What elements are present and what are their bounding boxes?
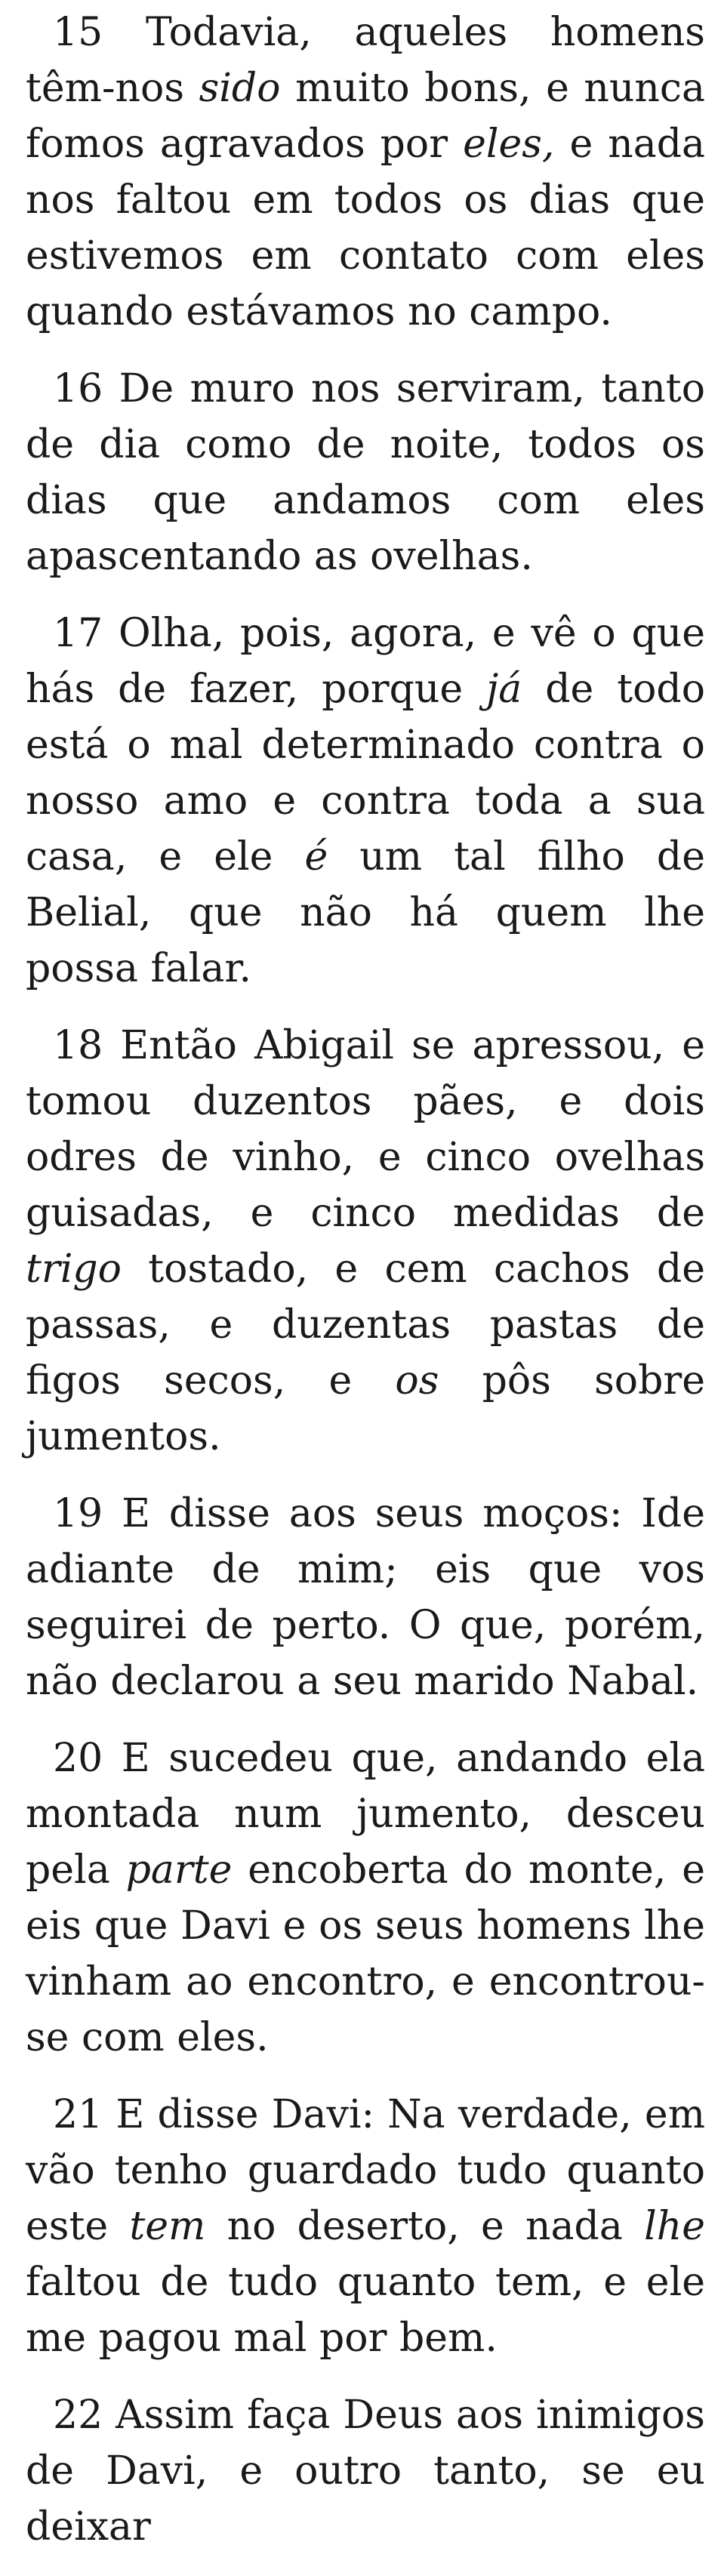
verse-number: 15 [53,10,103,55]
verse-17 [26,605,705,997]
verse-text: Então Abigail se apressou, e tomou duzentos pães, e dois odres de vinho, e cinco ovelhas guisadas, e cinco medidas de [26,1023,705,1236]
italic-supplied-word: trigo [26,1246,122,1292]
italic-supplied-word: tem [129,2204,206,2249]
verse-18 [26,1018,705,1465]
verse-text: um tal filho de Belial, que não há quem lhe possa falar. [26,834,705,991]
italic-supplied-word: parte [125,1847,233,1893]
verse-text: de todo está o mal determinado contra o nosso amo e contra toda a sua casa, e ele [26,667,705,880]
verse-text: e nada nos faltou em todos os dias que estivemos em contato com eles quando estávamos no campo. [26,122,705,334]
verse-text: encoberta do monte, e eis que Davi e os seus homens lhe vinham ao encontro, e encontrou-se com eles. [26,1847,705,2060]
verse-text: De muro nos serviram, tanto de dia como de noite, todos os dias que andamos com eles apascentando as ovelhas. [26,366,706,579]
verse-number: 22 [53,2393,103,2438]
verse-20 [26,1730,705,2066]
verse-15 [26,5,705,340]
verse-16 [26,361,705,584]
verse-text: no deserto, e nada [205,2204,645,2249]
italic-supplied-word: lhe [644,2204,705,2249]
scripture-page [26,5,705,2576]
italic-supplied-word: os [395,1358,439,1404]
verse-number: 16 [53,366,103,411]
verse-text: E sucedeu que, andando ela montada num jumento, desceu pela [26,1736,705,1893]
verse-number: 18 [53,1023,103,1068]
verse-text: tostado, e cem cachos de passas, e duzentas pastas de figos secos, e [26,1246,705,1404]
italic-supplied-word: eles, [463,122,555,167]
verse-number: 19 [53,1491,103,1536]
verse-number: 20 [53,1736,103,1781]
verse-text: Todavia, aqueles homens têm-nos [26,10,705,111]
verse-number: 21 [53,2092,103,2137]
italic-supplied-word: já [486,667,522,712]
verse-text: pôs sobre jumentos. [26,1358,705,1459]
verse-text: E disse Davi: Na verdade, em vão tenho guardado tudo quanto este [26,2092,705,2249]
verse-19 [26,1486,705,1709]
italic-supplied-word: é [304,834,328,880]
italic-supplied-word: sido [199,66,281,111]
verse-number: 17 [53,611,103,656]
verse-text: Olha, pois, agora, e vê o que hás de fazer, porque [26,611,705,712]
verse-text: faltou de tudo quanto tem, e ele me pagou mal por bem. [26,2260,705,2361]
verse-22 [26,2387,705,2555]
verse-21 [26,2087,705,2366]
verse-text: muito bons, e nunca fomos agravados por [26,66,706,167]
verse-text: E disse aos seus moços: Ide adiante de mim; eis que vos seguirei de perto. O que, porém, não declarou a seu marido Nabal. [26,1491,705,1704]
verse-text: Assim faça Deus aos inimigos de Davi, e outro tanto, se eu deixar [26,2393,705,2550]
